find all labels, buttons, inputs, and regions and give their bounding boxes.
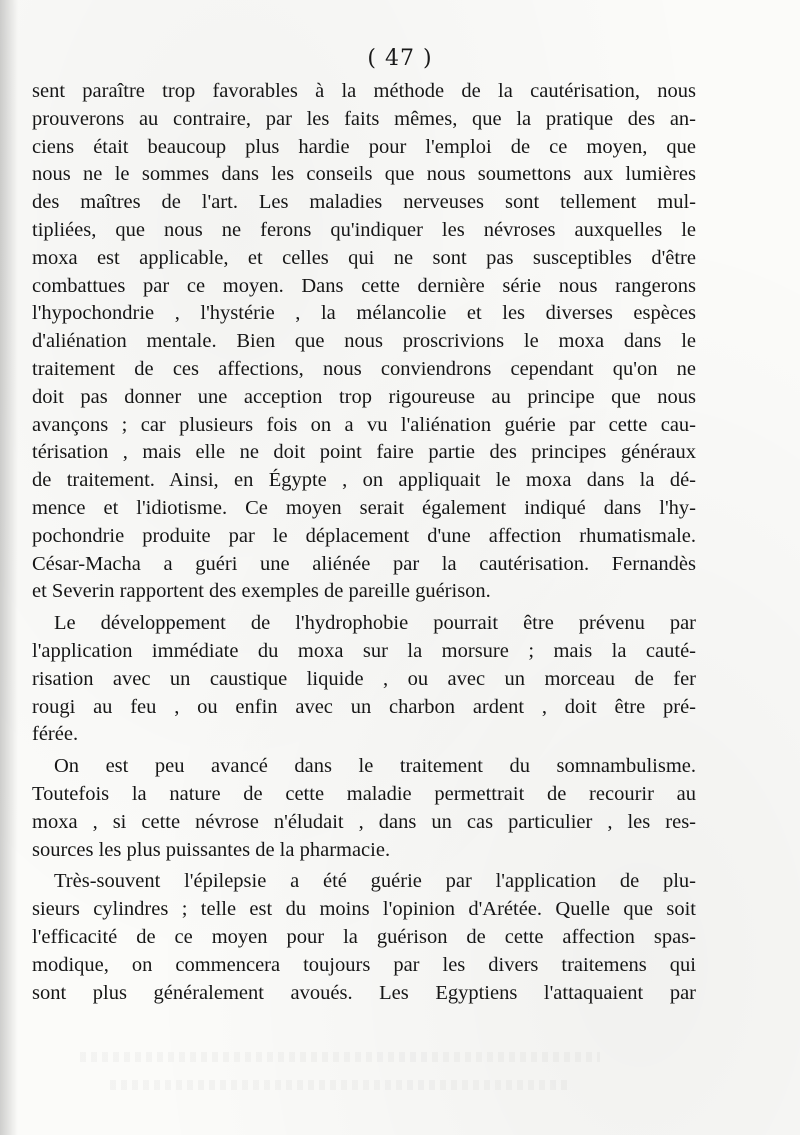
text-line: sont plus généralement avoués. Les Egyptiens l'attaquaient par (32, 981, 696, 1004)
text-line: modique, on commencera toujours par les divers traitemens qui (32, 953, 696, 976)
text-line: des maîtres de l'art. Les maladies nerveuses sont tellement mul- (32, 191, 696, 214)
text-line: César-Macha a guéri une aliénée par la cautérisation. Fernandès (32, 552, 696, 575)
text-line: combattues par ce moyen. Dans cette dernière série nous rangerons (32, 274, 696, 297)
text-line: traitement de ces affections, nous conviendrons cependant qu'on ne (32, 357, 696, 380)
text-line: mence et l'idiotisme. Ce moyen serait également indiqué dans l'hy- (32, 496, 696, 519)
text-line: l'hypochondrie , l'hystérie , la mélancolie et les diverses espèces (32, 302, 696, 325)
page-number: ( 47 ) (367, 46, 433, 71)
text-line: prouverons au contraire, par les faits mêmes, que la pratique des an- (32, 107, 696, 130)
text-line: de traitement. Ainsi, en Égypte , on appliquait le moxa dans la dé- (32, 469, 696, 492)
text-line: l'application immédiate du moxa sur la morsure ; mais la cauté- (32, 639, 696, 662)
text-line: sources les plus puissantes de la pharmacie. (32, 838, 391, 861)
text-line: On est peu avancé dans le traitement du somnambulisme. (54, 755, 696, 778)
text-line: pochondrie produite par le déplacement d'une affection rhumatismale. (32, 524, 696, 547)
text-line: ciens était beaucoup plus hardie pour l'emploi de ce moyen, que (32, 135, 696, 158)
text-line: d'aliénation mentale. Bien que nous proscrivions le moxa dans le (32, 330, 696, 353)
text-line: térisation , mais elle ne doit point faire partie des principes généraux (32, 441, 696, 464)
text-line: sieurs cylindres ; telle est du moins l'opinion d'Arétée. Quelle que soit (32, 898, 696, 921)
show-through-text (110, 1080, 570, 1090)
spine-shadow (0, 0, 18, 1135)
text-line: doit pas donner une acception trop rigoureuse au principe que nous (32, 385, 696, 408)
paragraph-1 (32, 78, 696, 606)
text-line: Le développement de l'hydrophobie pourrait être prévenu par (54, 612, 696, 635)
text-line: Toutefois la nature de cette maladie permettrait de recourir au (32, 782, 696, 805)
paragraph-3 (32, 753, 696, 864)
paragraph-4 (32, 868, 696, 1007)
body-text (32, 78, 696, 1007)
text-line: Très-souvent l'épilepsie a été guérie par l'application de plu- (54, 870, 696, 893)
text-line: moxa est applicable, et celles qui ne sont pas susceptibles d'être (32, 246, 696, 269)
text-line: tipliées, que nous ne ferons qu'indiquer les névroses auxquelles le (32, 218, 696, 241)
paragraph-2 (32, 610, 696, 749)
text-line: avançons ; car plusieurs fois on a vu l'aliénation guérie par cette cau- (32, 413, 696, 436)
text-line: l'efficacité de ce moyen pour la guérison de cette affection spas- (32, 925, 696, 948)
show-through-text (80, 1052, 600, 1062)
text-line: moxa , si cette névrose n'éludait , dans un cas particulier , les res- (32, 810, 696, 833)
text-line: sent paraître trop favorables à la méthode de la cautérisation, nous (32, 80, 696, 102)
text-line: et Severin rapportent des exemples de pareille guérison. (32, 580, 491, 603)
text-line: risation avec un caustique liquide , ou avec un morceau de fer (32, 667, 696, 690)
text-line: férée. (32, 723, 79, 746)
text-line: nous ne le sommes dans les conseils que nous soumettons aux lumières (32, 163, 696, 186)
text-line: rougi au feu , ou enfin avec un charbon ardent , doit être pré- (32, 695, 696, 718)
